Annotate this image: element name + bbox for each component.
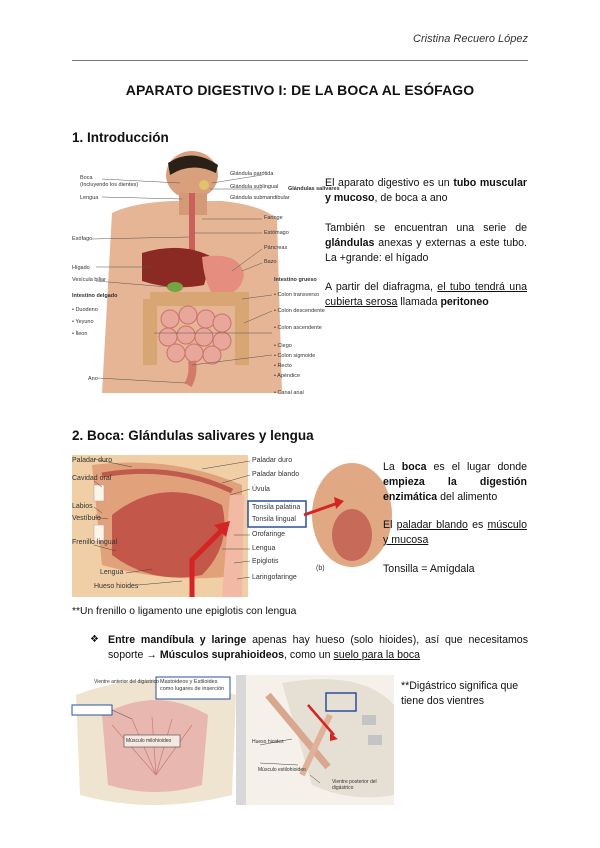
intro-p2-bold: glándulas xyxy=(325,237,375,249)
intro-p1-text: El aparato digestivo es un xyxy=(325,177,454,189)
label-vesicula: Vesícula biliar xyxy=(72,277,106,283)
intro-p3-mid: llamada xyxy=(397,296,441,308)
label-frenillo: Frenillo lingual xyxy=(72,539,118,546)
diamond-bullet-icon: ❖ xyxy=(90,634,99,645)
intro-p2-tail: anexas y externas a este tubo. La +grande: el hígado xyxy=(325,237,527,264)
boca-p2-underlined: paladar blando xyxy=(396,519,468,531)
label-higado: Hígado xyxy=(72,265,90,271)
label-paladar-duro-left: Paladar duro xyxy=(72,457,113,464)
label-paladar-blando: Paladar blando xyxy=(252,471,300,478)
author-name: Cristina Recuero López xyxy=(413,33,528,45)
label-boca: Boca xyxy=(80,175,93,181)
boca-p2-mid: es xyxy=(467,519,488,531)
label-hueso-hioides: Hueso hioides xyxy=(94,583,139,590)
bullet-text-d: , como un xyxy=(284,649,334,661)
label-colon-descendente: • Colon descendente xyxy=(274,308,325,314)
section-heading-introduccion: 1. Introducción xyxy=(72,130,169,145)
boca-p1-text: La xyxy=(383,461,402,473)
label-mastoideo-estiloides: Mastoideos y Estiloides como lugares de inserción xyxy=(160,679,225,692)
label-bazo: Bazo xyxy=(264,259,277,265)
label-esofago: Esófago xyxy=(72,236,93,242)
label-vientre-posterior: Vientre posterior del digástrico xyxy=(332,779,377,791)
label-uvula: Úvula xyxy=(252,486,270,493)
label-laringofaringe: Laringofaringe xyxy=(252,574,297,581)
intro-p1-bold: tubo muscular y mucoso xyxy=(325,177,527,204)
suprahyoid-figure xyxy=(72,675,394,805)
intro-paragraph-1 xyxy=(325,176,527,206)
label-hioides: Hueso hioides xyxy=(252,739,284,745)
intro-p3-underlined: el tubo tendrá una cubierta serosa xyxy=(325,281,527,308)
page-title: APARATO DIGESTIVO I: DE LA BOCA AL ESÓFAGO xyxy=(125,82,475,98)
label-vestibulo: Vestíbulo xyxy=(72,515,101,522)
label-tonsila-lingual: Tonsila lingual xyxy=(252,516,296,523)
boca-p1-mid: es el lugar donde xyxy=(426,461,527,473)
boca-paragraph-3: Tonsilla = Amígdala xyxy=(383,563,475,575)
bullet-bold-c: Músculos suprahioideos xyxy=(159,649,285,661)
label-pancreas: Páncreas xyxy=(264,245,288,251)
label-faringe: Faringe xyxy=(264,215,283,221)
label-boca-detail: (Incluyendo los dientes) xyxy=(80,182,139,188)
label-intestino-delgado: Intestino delgado xyxy=(72,293,118,299)
boca-p1-bold: boca xyxy=(401,461,427,473)
label-labios: Labios xyxy=(72,503,93,510)
intro-paragraph-3 xyxy=(325,280,527,310)
label-colon-transverso: • Colon transverso xyxy=(274,292,320,298)
label-colon-sigmoide: • Colon sigmoide xyxy=(274,353,316,359)
mouth-figure xyxy=(72,455,374,597)
label-ileon: • Íleon xyxy=(72,331,88,337)
label-lengua: Lengua xyxy=(80,195,99,201)
boca-p2-text: El xyxy=(383,519,397,531)
label-glandulas-salivares: Glándulas salivares xyxy=(288,186,340,192)
label-lengua-right: Lengua xyxy=(252,545,276,552)
label-canal-anal: • Canal anal xyxy=(274,390,304,396)
boca-paragraph-2 xyxy=(383,518,527,548)
label-duodeno: • Duodeno xyxy=(72,307,98,313)
header-divider xyxy=(72,60,528,61)
label-apendice: • Apéndice xyxy=(274,373,301,379)
label-tonsila-palatina: Tonsila palatina xyxy=(252,504,301,511)
label-recto: • Recto xyxy=(274,363,292,369)
digastrico-note: **Digástrico significa que tiene dos vientres xyxy=(401,680,519,707)
label-orofaringe: Orofaringe xyxy=(252,531,286,538)
label-sublingual: Glándula sublingual xyxy=(230,184,279,190)
boca-p1-tail: del alimento xyxy=(437,491,498,503)
label-cavidad-oral: Cavidad oral xyxy=(72,475,112,482)
bullet-suprahioideos xyxy=(108,633,528,663)
boca-paragraph-1 xyxy=(383,460,527,505)
intro-p1-tail: , de boca a ano xyxy=(374,192,448,204)
boca-p2-underlined2: músculo y mucosa xyxy=(383,519,527,546)
label-ano: Ano xyxy=(88,376,98,382)
intro-paragraph-2 xyxy=(325,221,527,266)
label-yeyuno: • Yeyuno xyxy=(72,319,94,325)
label-vientre-anterior: Vientre anterior del digástrico xyxy=(94,679,159,685)
boca-p1-bold2: empieza la digestión enzimática xyxy=(383,476,527,503)
label-lengua-left: Lengua xyxy=(100,569,124,576)
label-submandibular: Glándula submandibular xyxy=(230,195,290,201)
label-intestino-grueso: Intestino grueso xyxy=(274,277,317,283)
label-ciego: • Ciego xyxy=(274,343,292,349)
intro-p3-bold: peritoneo xyxy=(440,296,489,308)
intro-p3-text: A partir del diafragma, xyxy=(325,281,438,293)
label-epiglotis: Epiglotis xyxy=(252,558,279,565)
digestive-system-figure xyxy=(72,153,340,407)
bullet-text-b: apenas hay hueso (solo hioides), así que necesitamos soporte → xyxy=(108,634,529,661)
section-heading-boca: 2. Boca: Glándulas salivares y lengua xyxy=(72,428,314,443)
label-b: (b) xyxy=(316,565,325,572)
label-estilohioideo: Músculo estilohioideo xyxy=(258,767,306,773)
label-parotida: Glándula parótida xyxy=(230,171,274,177)
bullet-bold-a: Entre mandíbula y laringe xyxy=(108,634,247,646)
label-colon-ascendente: • Colon ascendente xyxy=(274,325,322,331)
label-paladar-duro: Paladar duro xyxy=(252,457,293,464)
bullet-underlined-e: suelo para la boca xyxy=(333,649,421,661)
label-milohioideo: Músculo milohioideo xyxy=(126,738,172,744)
label-estomago: Estómago xyxy=(264,230,289,236)
intro-p2-text: También se encuentran una serie de xyxy=(325,222,527,234)
frenillo-note: **Un frenillo o ligamento une epiglotis con lengua xyxy=(72,606,297,617)
